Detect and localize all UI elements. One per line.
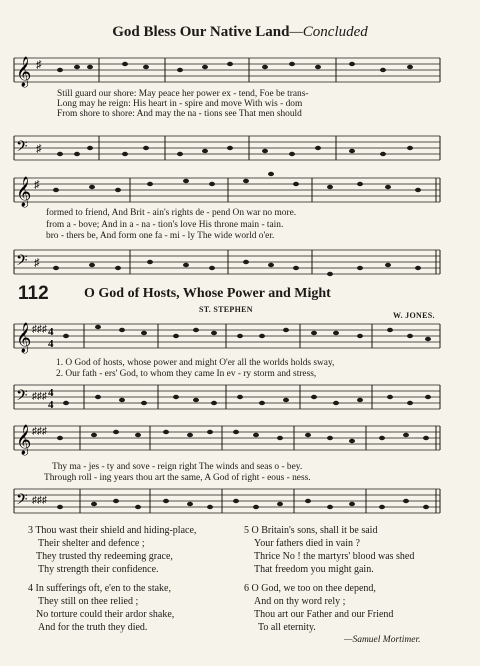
lyric-line: Thy ma - jes - ty and sove - reign right The winds and seas o - bey.	[52, 462, 303, 472]
hymn-number: 112	[18, 283, 49, 304]
lyric-line: Long may he reign: His heart in - spire and move With wis - dom	[57, 99, 303, 109]
svg-text:𝄢: 𝄢	[16, 252, 28, 273]
verse-line: Their shelter and defence ;	[38, 538, 145, 549]
svg-text:♯♯♯: ♯♯♯	[32, 426, 47, 437]
svg-text:♯: ♯	[36, 143, 42, 155]
verse-line: Thy strength their confidence.	[38, 564, 159, 575]
hymn-title: O God of Hosts, Whose Power and Might	[84, 286, 331, 301]
svg-text:♯: ♯	[36, 59, 42, 71]
svg-text:4: 4	[48, 338, 54, 350]
svg-text:𝄞: 𝄞	[16, 425, 32, 455]
lyric-line: formed to friend, And Brit - ain's rights de - pend On war no more.	[46, 208, 297, 218]
verse-line: 5 O Britain's sons, shall it be said	[244, 525, 378, 536]
music-staff	[0, 134, 480, 170]
svg-text:4: 4	[48, 326, 54, 338]
hymn-title	[0, 24, 480, 41]
verse-line: That freedom you might gain.	[254, 564, 374, 575]
svg-text:♯: ♯	[34, 179, 40, 191]
music-staff	[0, 424, 480, 460]
verse-line: Your fathers died in vain ?	[254, 538, 360, 549]
lyric-line: Through roll - ing years thou art the same, A God of right - eous - ness.	[44, 473, 311, 483]
music-staff	[0, 383, 480, 419]
lyric-line: from a - bove; And in a - na - tion's love His throne main - tain.	[46, 220, 284, 230]
music-staff	[0, 56, 480, 92]
hymn-title-main: God Bless Our Native Land	[112, 24, 290, 40]
verse-line: 3 Thou wast their shield and hiding-place,	[28, 525, 197, 536]
verse-line: They trusted thy redeeming grace,	[36, 551, 173, 562]
verse-line: And on thy word rely ;	[254, 596, 346, 607]
lyric-line: 1. O God of hosts, whose power and might O'er all the worlds holds sway,	[56, 358, 335, 368]
verse-line: And for the truth they died.	[38, 622, 148, 633]
music-staff	[0, 248, 480, 284]
svg-text:♯♯♯: ♯♯♯	[32, 324, 47, 335]
verse-line: To all eternity.	[258, 622, 316, 633]
svg-text:𝄞: 𝄞	[16, 323, 32, 353]
lyric-line: bro - thers be, And form one fa - mi - ly The wide world o'er.	[46, 231, 275, 241]
svg-text:♯: ♯	[34, 257, 40, 269]
hymn-title-suffix: —Concluded	[289, 24, 368, 40]
svg-text:𝄞: 𝄞	[16, 57, 32, 87]
verse-line: They still on thee relied ;	[38, 596, 139, 607]
svg-text:𝄢: 𝄢	[16, 387, 28, 408]
svg-text:♯♯♯: ♯♯♯	[32, 391, 47, 402]
verse-column-right	[244, 524, 414, 634]
verse-line: Thou art our Father and our Friend	[254, 609, 394, 620]
svg-text:𝄢: 𝄢	[16, 491, 28, 512]
lyric-line: Still guard our shore: May peace her power ex - tend, Foe be trans-	[57, 89, 309, 99]
author-credit: —Samuel Mortimer.	[344, 635, 421, 645]
svg-text:𝄢: 𝄢	[16, 138, 28, 159]
music-staff	[0, 487, 480, 523]
svg-text:4: 4	[48, 387, 54, 399]
lyric-line: 2. Our fath - ers' God, to whom they came In ev - ry storm and stress,	[56, 369, 317, 379]
svg-text:4: 4	[48, 399, 54, 411]
verse-line: 4 In sufferings oft, e'en to the stake,	[28, 583, 171, 594]
music-staff	[0, 176, 480, 212]
lyric-line: From shore to shore: And may the na - tions see That men should	[57, 109, 302, 119]
verse-line: Thrice No ! the martyrs' blood was shed	[254, 551, 415, 562]
tune-name: ST. STEPHEN	[199, 305, 253, 314]
svg-text:𝄞: 𝄞	[16, 177, 32, 207]
svg-text:♯♯♯: ♯♯♯	[32, 495, 47, 506]
verse-line: 6 O God, we too on thee depend,	[244, 583, 376, 594]
verse-line: No torture could their ardor shake,	[36, 609, 175, 620]
music-staff	[0, 322, 480, 358]
verse-column-left	[28, 524, 196, 634]
composer-name: W. JONES.	[393, 311, 435, 320]
